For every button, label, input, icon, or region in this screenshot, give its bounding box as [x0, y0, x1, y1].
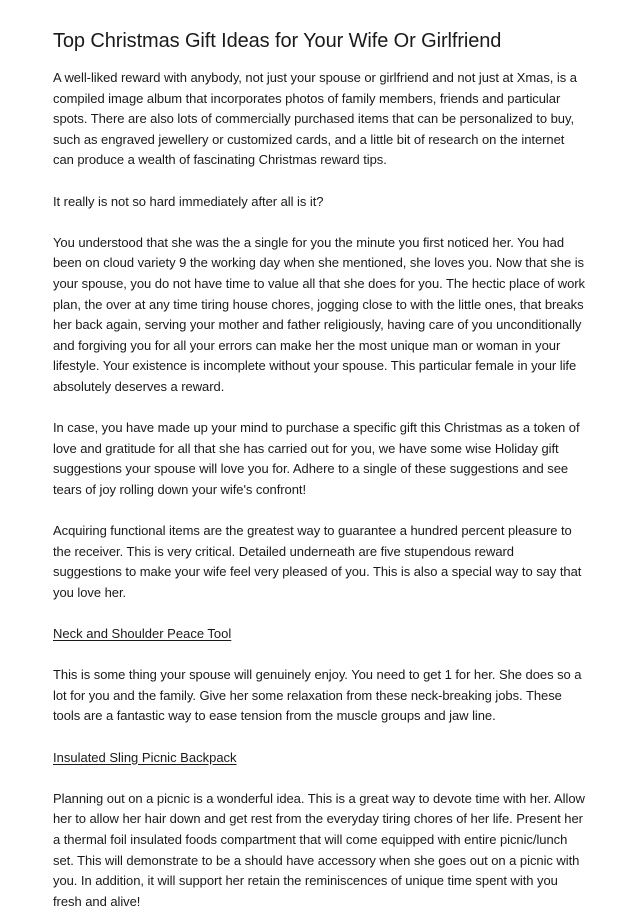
section-body: This is some thing your spouse will genuinely enjoy. You need to get 1 for her. She does so a lot for you and the family. Give her some relaxation from these neck-breaking jobs. These tools are a fantastic way to ease tension from the muscle groups and jaw line.	[53, 667, 582, 724]
body-paragraph: In case, you have made up your mind to purchase a specific gift this Christmas as a token of love and gratitude for all that she has carried out for you, we have some wise Holiday gift suggestions your spouse will love you for. Adhere to a single of these suggestions and see tears of joy rolling down your wife's confront!	[53, 420, 580, 497]
body-paragraph: You understood that she was the a single for you the minute you first noticed her. You had been on cloud variety 9 the working day when she mentioned, she loves you. Now that she is your spouse, you do not have time to value all that she does for you. The hectic place of work plan, the over at any time tiring house chores, jogging close to with the little ones, that breaks her back again, serving your mother and father religiously, having care of you unconditionally and forgiving you for all your errors can make her the most unique man or woman in your lifestyle. Your existence is incomplete without your spouse. This particular female in your life absolutely deserves a reward.	[53, 234, 585, 394]
body-paragraph: Acquiring functional items are the greatest way to guarantee a hundred percent pleasure to the receiver. This is very critical. Detailed underneath are five stupendous reward suggestions to make your wife feel very pleased of you. This is also a special way to say that you love her.	[53, 523, 582, 600]
body-paragraph: It really is not so hard immediately after all is it?	[53, 193, 324, 209]
section-heading-picnic-backpack: Insulated Sling Picnic Backpack	[53, 749, 237, 765]
page-title: Top Christmas Gift Ideas for Your Wife Or Girlfriend	[53, 30, 502, 52]
section-body: Planning out on a picnic is a wonderful idea. This is a great way to devote time with her. Allow her to allow her hair down and get rest from the everyday tiring chores of her life. Present her a thermal foil insulated foods compartment that will come equipped with entire picnic/lunch set. This will demonstrate to be a should have accessory when she goes out on a picnic with you. In addition, it will support her retain the reminiscences of unique time spent with you fresh and alive!	[53, 790, 585, 909]
section-heading-neck-shoulder: Neck and Shoulder Peace Tool	[53, 626, 232, 642]
intro-paragraph: A well-liked reward with anybody, not just your spouse or girlfriend and not just at Xmas, is a compiled image album that incorporates photos of family members, friends and particular spots. There are also lots of commercially purchased items that can be personalized to buy, such as engraved jewellery or customized cards, and a little bit of research on the internet can produce a wealth of fascinating Christmas reward tips.	[53, 70, 577, 168]
